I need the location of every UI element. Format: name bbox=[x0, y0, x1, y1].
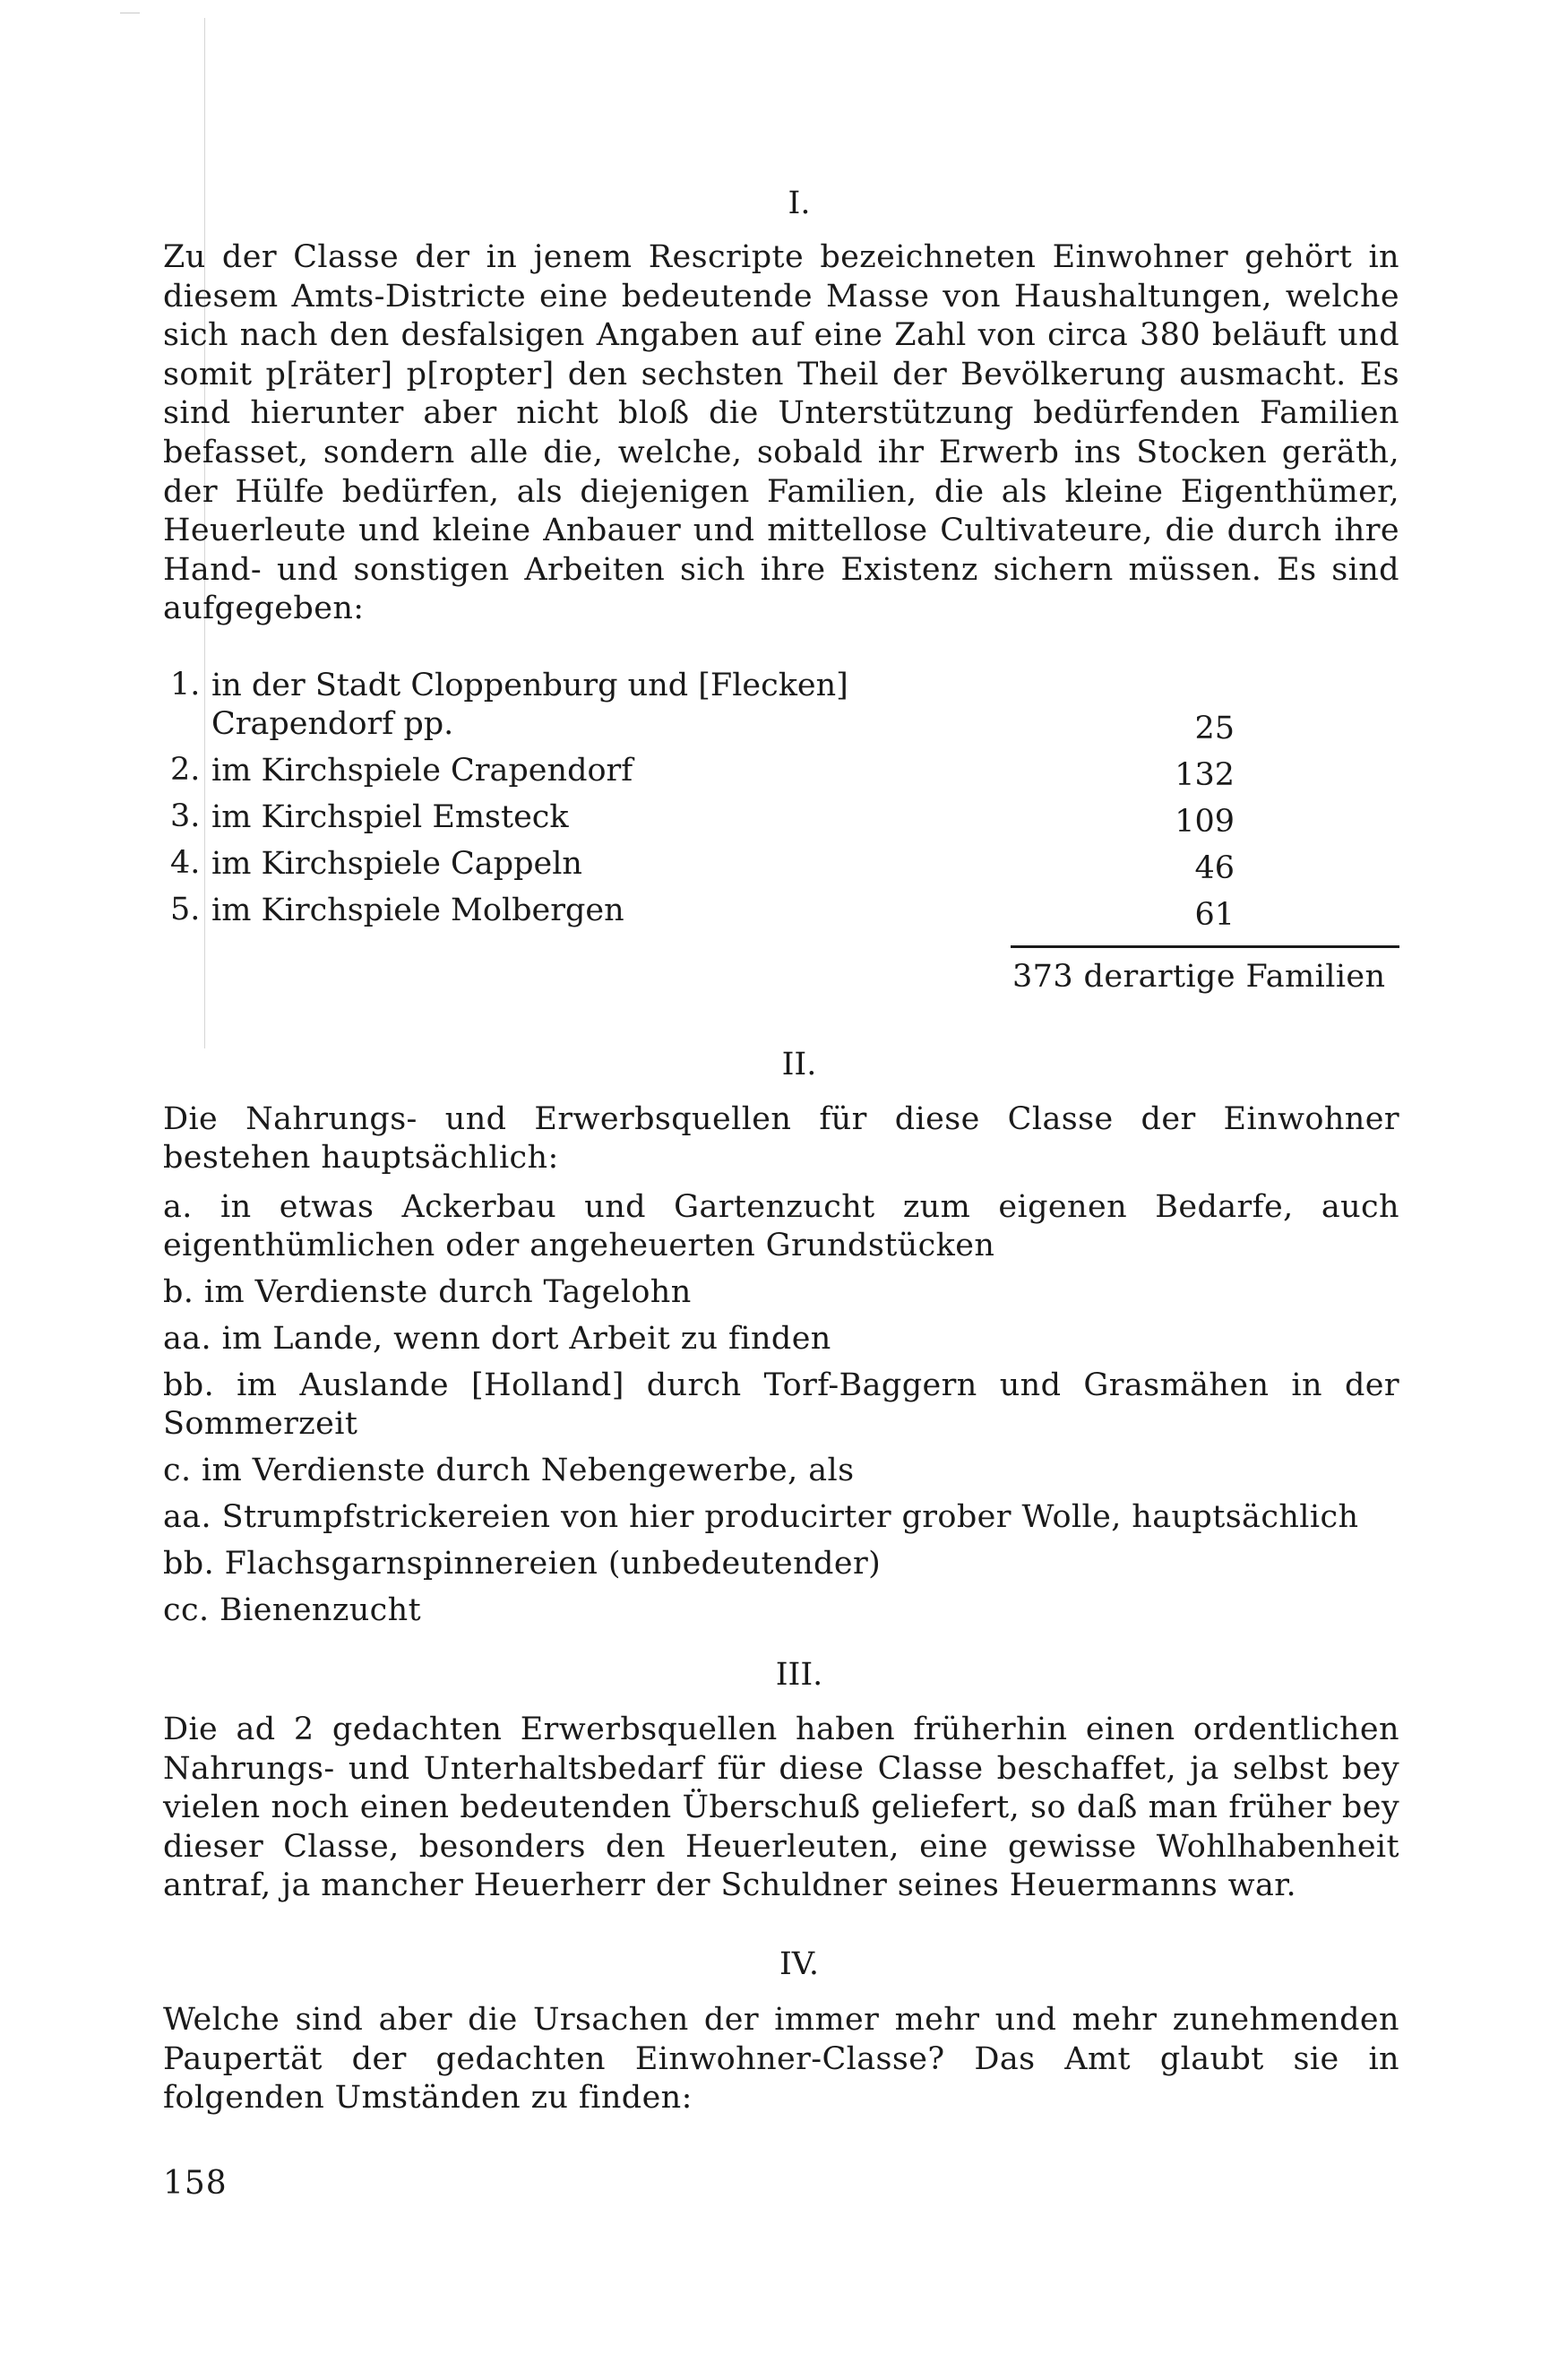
row-count: 132 bbox=[1175, 757, 1235, 793]
table-row bbox=[163, 667, 1399, 752]
section-4-text: Welche sind aber die Ursachen der immer mehr und mehr zunehmenden Paupertät der gedachten Einwohner-Classe? Das Amt glaubt sie in folgenden Umständen zu finden: bbox=[163, 2002, 1399, 2117]
table-row bbox=[163, 752, 1399, 798]
list-item: bb. im Auslande [Holland] durch Torf-Baggern und Grasmähen in der Sommerzeit bbox=[163, 1367, 1399, 1442]
table-row bbox=[163, 892, 1399, 938]
table-row bbox=[163, 798, 1399, 845]
list-item: b. im Verdienste durch Tagelohn bbox=[163, 1274, 692, 1310]
table-row bbox=[163, 845, 1399, 892]
list-item: c. im Verdienste durch Nebengewerbe, als bbox=[163, 1453, 855, 1488]
row-label-line2: Crapendorf pp. bbox=[211, 706, 454, 742]
household-table bbox=[163, 667, 1399, 938]
row-count: 109 bbox=[1175, 804, 1235, 840]
section-1-paragraph bbox=[163, 238, 1399, 629]
list-item: a. in etwas Ackerbau und Gartenzucht zum eigenen Bedarfe, auch eigenthümlichen oder angeheuerten Grundstücken bbox=[163, 1189, 1399, 1263]
section-heading-2: II. bbox=[781, 1047, 817, 1082]
row-label: im Kirchspiele Cappeln bbox=[211, 846, 582, 882]
row-count: 46 bbox=[1194, 850, 1235, 886]
row-number: 1. bbox=[170, 667, 201, 703]
row-count: 61 bbox=[1194, 897, 1235, 933]
row-number: 2. bbox=[170, 752, 201, 788]
list-item: aa. im Lande, wenn dort Arbeit zu finden bbox=[163, 1321, 831, 1357]
section-3-text: Die ad 2 gedachten Erwerbsquellen haben früherhin einen ordentlichen Nahrungs- und Unterhaltsbedarf für diese Classe beschaffet, ja selbst bey vielen noch einen bedeutenden Überschuß geliefert, so daß man früher bey dieser Classe, besonders den Heuerleuten, eine gewisse Wohlhabenheit antraf, ja mancher Heuerherr der Schuldner seines Heuermanns war. bbox=[163, 1712, 1399, 1904]
row-number: 3. bbox=[170, 798, 201, 834]
section-2-intro: Die Nahrungs- und Erwerbsquellen für diese Classe der Einwohner bestehen hauptsächlich: bbox=[163, 1101, 1399, 1176]
section-heading-3: III. bbox=[775, 1657, 823, 1693]
section-4-paragraph bbox=[163, 2001, 1399, 2118]
row-label bbox=[211, 667, 1018, 744]
row-label: im Kirchspiel Emsteck bbox=[211, 799, 569, 835]
list-item: aa. Strumpfstrickereien von hier producirter grober Wolle, hauptsächlich bbox=[163, 1499, 1359, 1535]
row-label: im Kirchspiele Molbergen bbox=[211, 892, 624, 928]
row-number: 4. bbox=[170, 845, 201, 881]
section-heading-4: IV. bbox=[779, 1946, 820, 1982]
section-3-paragraph bbox=[163, 1711, 1399, 1906]
row-count: 25 bbox=[1194, 711, 1235, 746]
section-heading-1: I. bbox=[788, 185, 811, 221]
list-item: cc. Bienenzucht bbox=[163, 1592, 422, 1628]
row-number: 5. bbox=[170, 892, 201, 927]
table-total: 373 derartige Familien bbox=[1012, 959, 1386, 995]
section-1-text: Zu der Classe der in jenem Rescripte bezeichneten Einwohner gehört in diesem Amts-Districte eine bedeutende Masse von Haushaltungen, welche sich nach den desfalsigen Angaben auf eine Zahl von circa 380 beläuft und somit p[räter] p[ropter] den sechsten Theil der Bevölkerung ausmacht. Es sind hierunter aber nicht bloß die Unterstützung bedürfenden Familien befasset, sondern alle die, welche, sobald ihr Erwerb ins Stocken geräth, der Hülfe bedürfen, als diejenigen Familien, die als kleine Eigenthümer, Heuerleute und kleine Anbauer und mittellose Cultivateure, die durch ihre Hand- und sonstigen Arbeiten sich ihre Existenz sichern müssen. Es sind aufgegeben: bbox=[163, 239, 1399, 627]
page-number: 158 bbox=[163, 2165, 228, 2202]
section-2-block bbox=[163, 1100, 1399, 1638]
list-item: bb. Flachsgarnspinnereien (unbedeutender) bbox=[163, 1546, 882, 1582]
row-label-line1: in der Stadt Cloppenburg und [Flecken] bbox=[211, 668, 848, 703]
sum-rule bbox=[1011, 945, 1399, 948]
row-label: im Kirchspiele Crapendorf bbox=[211, 753, 633, 789]
